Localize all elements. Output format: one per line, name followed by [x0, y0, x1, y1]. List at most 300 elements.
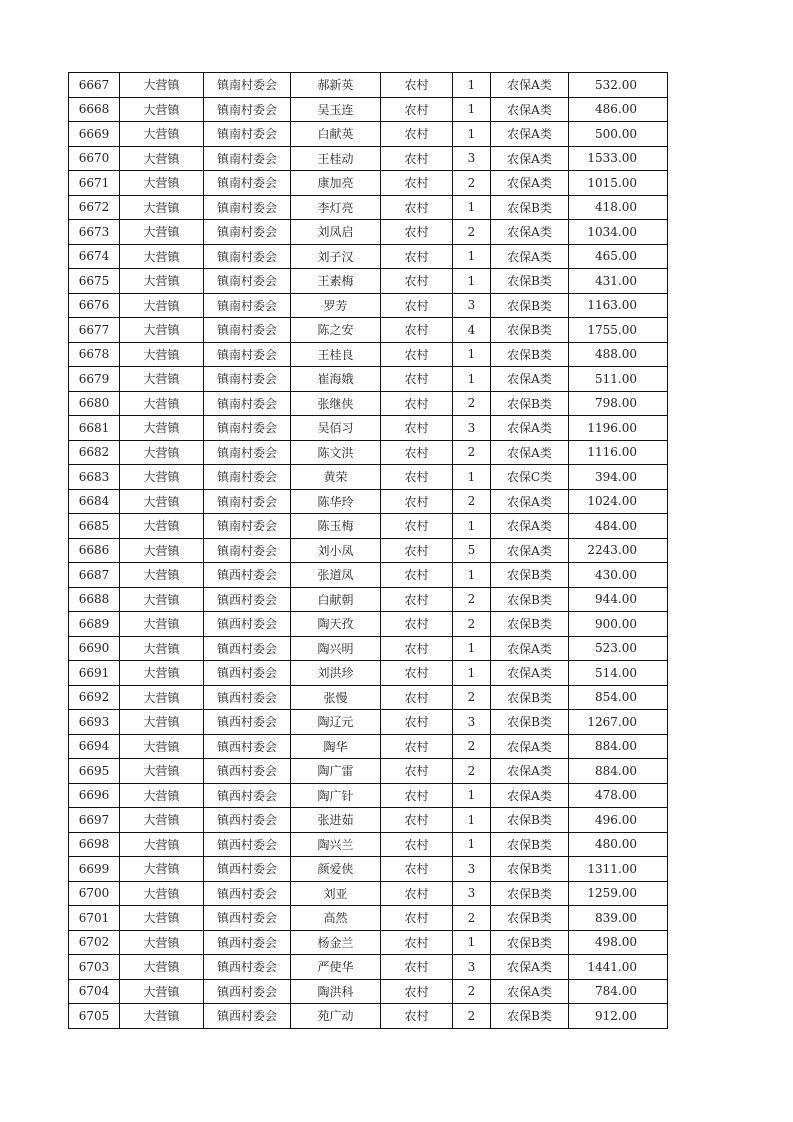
town-cell: 大营镇	[120, 146, 204, 171]
town-cell: 大营镇	[120, 293, 204, 318]
village-cell: 镇南村委会	[204, 97, 291, 122]
town-cell: 大营镇	[120, 636, 204, 661]
amount-cell: 430.00	[569, 563, 668, 588]
household-count-cell: 2	[453, 734, 491, 759]
row-id-cell: 6700	[69, 881, 120, 906]
table-row	[69, 661, 668, 686]
amount-cell: 532.00	[569, 73, 668, 98]
amount-cell: 431.00	[569, 269, 668, 294]
table-row	[69, 783, 668, 808]
name-cell: 康加亮	[291, 171, 381, 196]
village-cell: 镇西村委会	[204, 832, 291, 857]
town-cell: 大营镇	[120, 171, 204, 196]
village-cell: 镇西村委会	[204, 979, 291, 1004]
name-cell: 王桂动	[291, 146, 381, 171]
amount-cell: 1311.00	[569, 857, 668, 882]
household-count-cell: 2	[453, 612, 491, 637]
area-type-cell: 农村	[381, 367, 453, 392]
town-cell: 大营镇	[120, 465, 204, 490]
category-cell: 农保B类	[491, 587, 569, 612]
name-cell: 张继侠	[291, 391, 381, 416]
row-id-cell: 6695	[69, 759, 120, 784]
town-cell: 大营镇	[120, 269, 204, 294]
amount-cell: 480.00	[569, 832, 668, 857]
table-row	[69, 636, 668, 661]
amount-cell: 839.00	[569, 906, 668, 931]
table-row	[69, 220, 668, 245]
village-cell: 镇西村委会	[204, 1004, 291, 1029]
category-cell: 农保A类	[491, 538, 569, 563]
area-type-cell: 农村	[381, 465, 453, 490]
household-count-cell: 2	[453, 979, 491, 1004]
row-id-cell: 6667	[69, 73, 120, 98]
area-type-cell: 农村	[381, 342, 453, 367]
category-cell: 农保A类	[491, 97, 569, 122]
table-row	[69, 685, 668, 710]
area-type-cell: 农村	[381, 97, 453, 122]
table-row	[69, 97, 668, 122]
household-count-cell: 2	[453, 1004, 491, 1029]
table-row	[69, 1004, 668, 1029]
amount-cell: 1116.00	[569, 440, 668, 465]
category-cell: 农保B类	[491, 808, 569, 833]
name-cell: 严使华	[291, 955, 381, 980]
table-row	[69, 171, 668, 196]
area-type-cell: 农村	[381, 563, 453, 588]
village-cell: 镇南村委会	[204, 440, 291, 465]
town-cell: 大营镇	[120, 244, 204, 269]
town-cell: 大营镇	[120, 734, 204, 759]
row-id-cell: 6702	[69, 930, 120, 955]
amount-cell: 1015.00	[569, 171, 668, 196]
town-cell: 大营镇	[120, 783, 204, 808]
row-id-cell: 6686	[69, 538, 120, 563]
table-row	[69, 563, 668, 588]
amount-cell: 523.00	[569, 636, 668, 661]
row-id-cell: 6674	[69, 244, 120, 269]
name-cell: 陶华	[291, 734, 381, 759]
table-row	[69, 318, 668, 343]
name-cell: 陶兴明	[291, 636, 381, 661]
town-cell: 大营镇	[120, 122, 204, 147]
village-cell: 镇西村委会	[204, 710, 291, 735]
household-count-cell: 1	[453, 122, 491, 147]
table-row	[69, 881, 668, 906]
amount-cell: 1024.00	[569, 489, 668, 514]
household-count-cell: 1	[453, 465, 491, 490]
name-cell: 陶广雷	[291, 759, 381, 784]
household-count-cell: 1	[453, 97, 491, 122]
category-cell: 农保A类	[491, 661, 569, 686]
table-row	[69, 857, 668, 882]
category-cell: 农保B类	[491, 685, 569, 710]
category-cell: 农保B类	[491, 563, 569, 588]
household-count-cell: 2	[453, 685, 491, 710]
village-cell: 镇南村委会	[204, 146, 291, 171]
village-cell: 镇西村委会	[204, 563, 291, 588]
amount-cell: 1755.00	[569, 318, 668, 343]
town-cell: 大营镇	[120, 906, 204, 931]
area-type-cell: 农村	[381, 661, 453, 686]
town-cell: 大营镇	[120, 857, 204, 882]
row-id-cell: 6680	[69, 391, 120, 416]
row-id-cell: 6687	[69, 563, 120, 588]
area-type-cell: 农村	[381, 122, 453, 147]
row-id-cell: 6670	[69, 146, 120, 171]
amount-cell: 912.00	[569, 1004, 668, 1029]
row-id-cell: 6701	[69, 906, 120, 931]
town-cell: 大营镇	[120, 440, 204, 465]
area-type-cell: 农村	[381, 832, 453, 857]
town-cell: 大营镇	[120, 367, 204, 392]
name-cell: 白献朝	[291, 587, 381, 612]
table-row	[69, 440, 668, 465]
town-cell: 大营镇	[120, 661, 204, 686]
row-id-cell: 6696	[69, 783, 120, 808]
town-cell: 大营镇	[120, 612, 204, 637]
area-type-cell: 农村	[381, 587, 453, 612]
village-cell: 镇南村委会	[204, 293, 291, 318]
village-cell: 镇西村委会	[204, 612, 291, 637]
town-cell: 大营镇	[120, 97, 204, 122]
amount-cell: 900.00	[569, 612, 668, 637]
category-cell: 农保A类	[491, 122, 569, 147]
town-cell: 大营镇	[120, 1004, 204, 1029]
row-id-cell: 6669	[69, 122, 120, 147]
category-cell: 农保B类	[491, 612, 569, 637]
table-row	[69, 514, 668, 539]
amount-cell: 1259.00	[569, 881, 668, 906]
household-count-cell: 1	[453, 661, 491, 686]
name-cell: 苑广动	[291, 1004, 381, 1029]
village-cell: 镇西村委会	[204, 881, 291, 906]
category-cell: 农保A类	[491, 440, 569, 465]
household-count-cell: 1	[453, 636, 491, 661]
village-cell: 镇南村委会	[204, 367, 291, 392]
area-type-cell: 农村	[381, 269, 453, 294]
row-id-cell: 6676	[69, 293, 120, 318]
village-cell: 镇西村委会	[204, 734, 291, 759]
household-count-cell: 1	[453, 930, 491, 955]
category-cell: 农保B类	[491, 710, 569, 735]
household-count-cell: 2	[453, 440, 491, 465]
area-type-cell: 农村	[381, 489, 453, 514]
row-id-cell: 6703	[69, 955, 120, 980]
household-count-cell: 1	[453, 563, 491, 588]
area-type-cell: 农村	[381, 416, 453, 441]
area-type-cell: 农村	[381, 685, 453, 710]
village-cell: 镇南村委会	[204, 416, 291, 441]
table-row	[69, 832, 668, 857]
table-row	[69, 122, 668, 147]
category-cell: 农保B类	[491, 832, 569, 857]
amount-cell: 2243.00	[569, 538, 668, 563]
amount-cell: 465.00	[569, 244, 668, 269]
area-type-cell: 农村	[381, 734, 453, 759]
amount-cell: 944.00	[569, 587, 668, 612]
town-cell: 大营镇	[120, 195, 204, 220]
row-id-cell: 6678	[69, 342, 120, 367]
household-count-cell: 4	[453, 318, 491, 343]
amount-cell: 1533.00	[569, 146, 668, 171]
town-cell: 大营镇	[120, 587, 204, 612]
area-type-cell: 农村	[381, 857, 453, 882]
category-cell: 农保A类	[491, 367, 569, 392]
row-id-cell: 6683	[69, 465, 120, 490]
table-row	[69, 979, 668, 1004]
category-cell: 农保A类	[491, 220, 569, 245]
village-cell: 镇西村委会	[204, 685, 291, 710]
row-id-cell: 6699	[69, 857, 120, 882]
area-type-cell: 农村	[381, 979, 453, 1004]
area-type-cell: 农村	[381, 1004, 453, 1029]
category-cell: 农保B类	[491, 906, 569, 931]
name-cell: 颜爱侠	[291, 857, 381, 882]
table-row	[69, 244, 668, 269]
village-cell: 镇南村委会	[204, 122, 291, 147]
row-id-cell: 6682	[69, 440, 120, 465]
amount-cell: 1034.00	[569, 220, 668, 245]
name-cell: 刘亚	[291, 881, 381, 906]
area-type-cell: 农村	[381, 906, 453, 931]
table-row	[69, 465, 668, 490]
row-id-cell: 6672	[69, 195, 120, 220]
row-id-cell: 6668	[69, 97, 120, 122]
category-cell: 农保B类	[491, 857, 569, 882]
area-type-cell: 农村	[381, 808, 453, 833]
table-row	[69, 710, 668, 735]
area-type-cell: 农村	[381, 955, 453, 980]
area-type-cell: 农村	[381, 146, 453, 171]
household-count-cell: 5	[453, 538, 491, 563]
household-count-cell: 1	[453, 514, 491, 539]
village-cell: 镇西村委会	[204, 930, 291, 955]
area-type-cell: 农村	[381, 318, 453, 343]
amount-cell: 1441.00	[569, 955, 668, 980]
name-cell: 罗芳	[291, 293, 381, 318]
row-id-cell: 6697	[69, 808, 120, 833]
category-cell: 农保A类	[491, 955, 569, 980]
row-id-cell: 6671	[69, 171, 120, 196]
town-cell: 大营镇	[120, 342, 204, 367]
category-cell: 农保A类	[491, 734, 569, 759]
name-cell: 张道凤	[291, 563, 381, 588]
amount-cell: 1196.00	[569, 416, 668, 441]
household-count-cell: 1	[453, 269, 491, 294]
name-cell: 吴玉连	[291, 97, 381, 122]
name-cell: 刘小凤	[291, 538, 381, 563]
village-cell: 镇西村委会	[204, 587, 291, 612]
amount-cell: 496.00	[569, 808, 668, 833]
town-cell: 大营镇	[120, 318, 204, 343]
area-type-cell: 农村	[381, 612, 453, 637]
household-count-cell: 2	[453, 759, 491, 784]
name-cell: 陈玉梅	[291, 514, 381, 539]
town-cell: 大营镇	[120, 955, 204, 980]
amount-cell: 854.00	[569, 685, 668, 710]
row-id-cell: 6704	[69, 979, 120, 1004]
town-cell: 大营镇	[120, 73, 204, 98]
amount-cell: 784.00	[569, 979, 668, 1004]
amount-cell: 511.00	[569, 367, 668, 392]
category-cell: 农保A类	[491, 73, 569, 98]
household-count-cell: 2	[453, 220, 491, 245]
category-cell: 农保A类	[491, 146, 569, 171]
table-body	[69, 73, 668, 1029]
amount-cell: 1267.00	[569, 710, 668, 735]
row-id-cell: 6688	[69, 587, 120, 612]
row-id-cell: 6677	[69, 318, 120, 343]
amount-cell: 486.00	[569, 97, 668, 122]
village-cell: 镇南村委会	[204, 318, 291, 343]
household-count-cell: 1	[453, 367, 491, 392]
table-row	[69, 955, 668, 980]
area-type-cell: 农村	[381, 244, 453, 269]
village-cell: 镇南村委会	[204, 342, 291, 367]
household-count-cell: 1	[453, 342, 491, 367]
table-row	[69, 489, 668, 514]
table-row	[69, 808, 668, 833]
name-cell: 王素梅	[291, 269, 381, 294]
household-count-cell: 1	[453, 244, 491, 269]
town-cell: 大营镇	[120, 832, 204, 857]
area-type-cell: 农村	[381, 759, 453, 784]
name-cell: 高然	[291, 906, 381, 931]
name-cell: 白献英	[291, 122, 381, 147]
household-count-cell: 2	[453, 391, 491, 416]
village-cell: 镇南村委会	[204, 244, 291, 269]
household-count-cell: 1	[453, 808, 491, 833]
category-cell: 农保A类	[491, 489, 569, 514]
table-row	[69, 269, 668, 294]
name-cell: 刘凤启	[291, 220, 381, 245]
category-cell: 农保B类	[491, 195, 569, 220]
area-type-cell: 农村	[381, 538, 453, 563]
area-type-cell: 农村	[381, 881, 453, 906]
amount-cell: 484.00	[569, 514, 668, 539]
row-id-cell: 6681	[69, 416, 120, 441]
town-cell: 大营镇	[120, 489, 204, 514]
row-id-cell: 6673	[69, 220, 120, 245]
village-cell: 镇南村委会	[204, 269, 291, 294]
table-row	[69, 734, 668, 759]
row-id-cell: 6684	[69, 489, 120, 514]
town-cell: 大营镇	[120, 538, 204, 563]
name-cell: 李灯亮	[291, 195, 381, 220]
row-id-cell: 6705	[69, 1004, 120, 1029]
town-cell: 大营镇	[120, 391, 204, 416]
village-cell: 镇南村委会	[204, 538, 291, 563]
village-cell: 镇南村委会	[204, 514, 291, 539]
household-count-cell: 2	[453, 587, 491, 612]
area-type-cell: 农村	[381, 930, 453, 955]
town-cell: 大营镇	[120, 979, 204, 1004]
amount-cell: 498.00	[569, 930, 668, 955]
village-cell: 镇西村委会	[204, 808, 291, 833]
area-type-cell: 农村	[381, 73, 453, 98]
name-cell: 陈文洪	[291, 440, 381, 465]
category-cell: 农保A类	[491, 244, 569, 269]
row-id-cell: 6690	[69, 636, 120, 661]
name-cell: 陶天孜	[291, 612, 381, 637]
row-id-cell: 6689	[69, 612, 120, 637]
village-cell: 镇南村委会	[204, 73, 291, 98]
table-row	[69, 146, 668, 171]
table-row	[69, 73, 668, 98]
town-cell: 大营镇	[120, 685, 204, 710]
row-id-cell: 6698	[69, 832, 120, 857]
category-cell: 农保B类	[491, 293, 569, 318]
village-cell: 镇南村委会	[204, 220, 291, 245]
area-type-cell: 农村	[381, 391, 453, 416]
village-cell: 镇西村委会	[204, 636, 291, 661]
category-cell: 农保A类	[491, 759, 569, 784]
town-cell: 大营镇	[120, 759, 204, 784]
amount-cell: 514.00	[569, 661, 668, 686]
village-cell: 镇西村委会	[204, 955, 291, 980]
row-id-cell: 6685	[69, 514, 120, 539]
household-count-cell: 3	[453, 955, 491, 980]
table-row	[69, 759, 668, 784]
name-cell: 王桂良	[291, 342, 381, 367]
row-id-cell: 6694	[69, 734, 120, 759]
amount-cell: 884.00	[569, 734, 668, 759]
table-row	[69, 906, 668, 931]
household-count-cell: 2	[453, 171, 491, 196]
household-count-cell: 1	[453, 783, 491, 808]
amount-cell: 884.00	[569, 759, 668, 784]
amount-cell: 798.00	[569, 391, 668, 416]
name-cell: 崔海娥	[291, 367, 381, 392]
town-cell: 大营镇	[120, 220, 204, 245]
area-type-cell: 农村	[381, 171, 453, 196]
area-type-cell: 农村	[381, 195, 453, 220]
village-cell: 镇南村委会	[204, 195, 291, 220]
name-cell: 陈华玲	[291, 489, 381, 514]
area-type-cell: 农村	[381, 636, 453, 661]
household-count-cell: 1	[453, 195, 491, 220]
household-count-cell: 2	[453, 906, 491, 931]
area-type-cell: 农村	[381, 783, 453, 808]
town-cell: 大营镇	[120, 416, 204, 441]
name-cell: 陈之安	[291, 318, 381, 343]
category-cell: 农保B类	[491, 391, 569, 416]
name-cell: 陶广针	[291, 783, 381, 808]
village-cell: 镇西村委会	[204, 783, 291, 808]
amount-cell: 478.00	[569, 783, 668, 808]
category-cell: 农保A类	[491, 416, 569, 441]
table-row	[69, 930, 668, 955]
household-count-cell: 3	[453, 416, 491, 441]
category-cell: 农保A类	[491, 783, 569, 808]
village-cell: 镇西村委会	[204, 759, 291, 784]
name-cell: 陶兴兰	[291, 832, 381, 857]
area-type-cell: 农村	[381, 220, 453, 245]
area-type-cell: 农村	[381, 440, 453, 465]
village-cell: 镇西村委会	[204, 906, 291, 931]
village-cell: 镇南村委会	[204, 391, 291, 416]
table-row	[69, 342, 668, 367]
table-row	[69, 293, 668, 318]
table-row	[69, 612, 668, 637]
row-id-cell: 6675	[69, 269, 120, 294]
row-id-cell: 6679	[69, 367, 120, 392]
village-cell: 镇南村委会	[204, 489, 291, 514]
town-cell: 大营镇	[120, 514, 204, 539]
category-cell: 农保A类	[491, 514, 569, 539]
household-count-cell: 1	[453, 832, 491, 857]
area-type-cell: 农村	[381, 710, 453, 735]
